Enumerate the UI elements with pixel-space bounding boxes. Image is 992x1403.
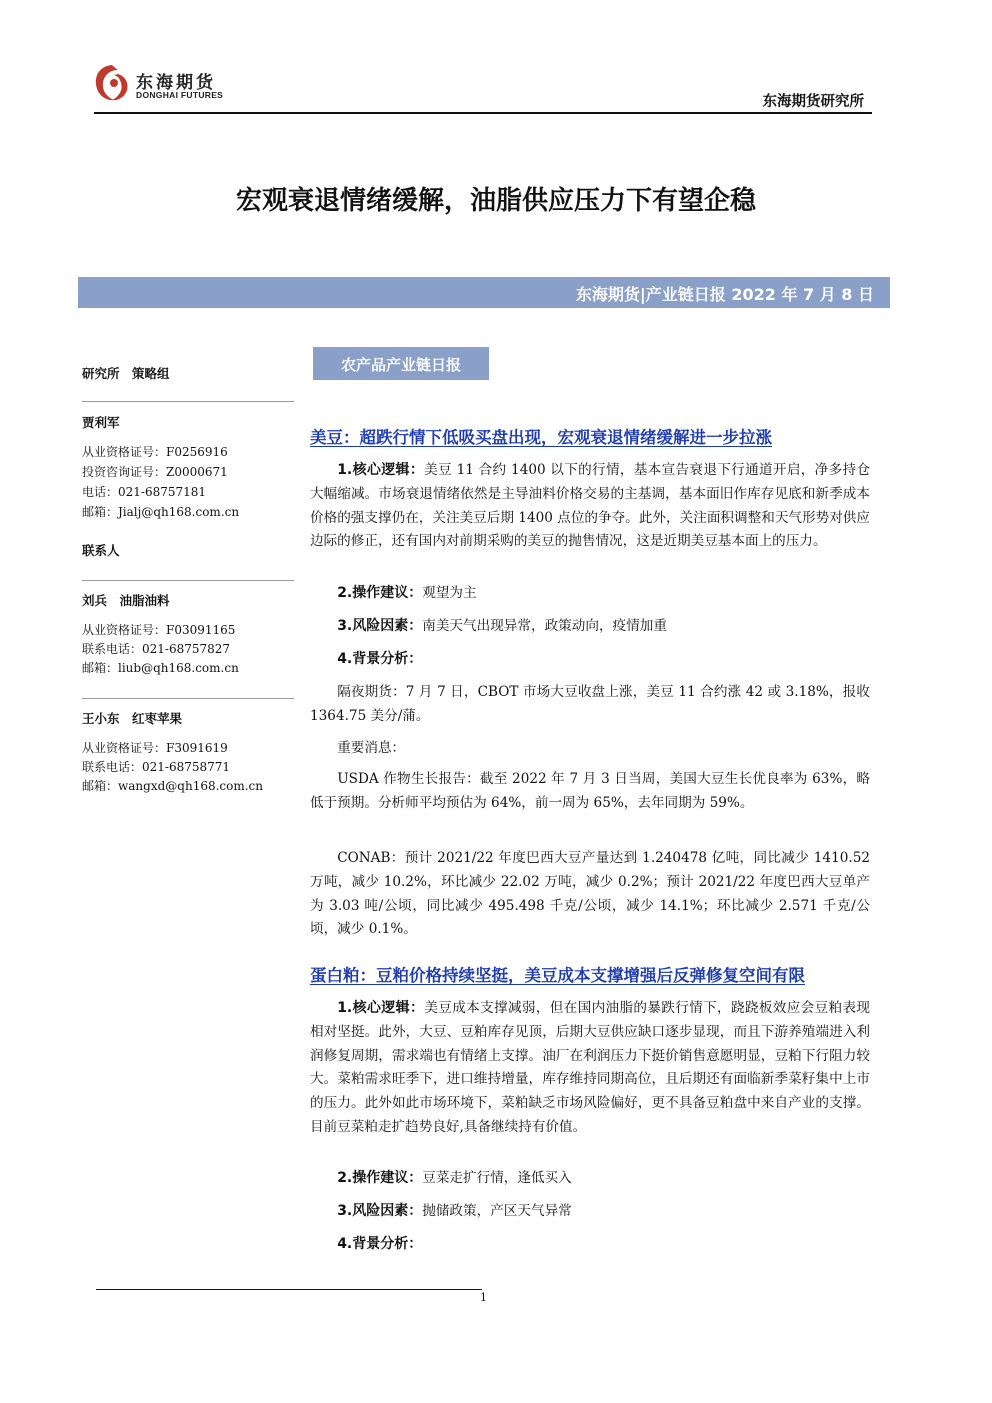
dragon-logo-icon: [92, 62, 132, 104]
report-title: 宏观衰退情绪缓解，油脂供应压力下有望企稳: [235, 186, 756, 216]
meal-advice-label: 2.操作建议：: [337, 1170, 423, 1186]
contact-name: 刘兵 油脂油料: [82, 593, 170, 608]
institute-name: 东海期货研究所: [762, 93, 864, 110]
contacts-label: 联系人: [82, 543, 120, 558]
soy-background: [310, 648, 870, 672]
contact-name: 王小东 红枣苹果: [82, 711, 183, 726]
soy-conab: CONAB：预计 2021/22 年度巴西大豆产量达到 1.240478 亿吨，同比减少 1410.52 万吨，减少 10.2%，环比减少 22.02 万吨，减少 0.2%；预计 2021/22 年度巴西大豆单产为 3.03 吨/公顷，同比减少 495.498 千克/公顷，减少 14.1%；环比减少 2.571 千克/公顷，减少 0.1%。: [310, 850, 870, 938]
page-number: 1: [480, 1291, 487, 1304]
meal-advice: [310, 1167, 870, 1191]
meal-background-label: 4.背景分析：: [337, 1236, 423, 1252]
soy-advice-label: 2.操作建议：: [337, 585, 423, 601]
meal-logic: [310, 997, 870, 1140]
author-phone: 电话：021-68757181: [82, 485, 207, 499]
contact-phone: 联系电话：021-68757827: [82, 642, 231, 656]
sidebar-rule: [82, 698, 294, 699]
contact-cert: 从业资格证号：F03091165: [82, 623, 236, 637]
soy-overnight: 隔夜期货：7 月 7 日，CBOT 市场大豆收盘上涨，美豆 11 合约涨 42 或 3.18%，报收 1364.75 美分/蒲。: [310, 684, 870, 724]
meal-risk: [310, 1200, 870, 1224]
logo-text-en: DONGHAI FUTURES: [136, 90, 224, 100]
section-tag-text: 农产品产业链日报: [340, 356, 461, 374]
meal-risk-label: 3.风险因素：: [337, 1203, 423, 1219]
meal-heading: 蛋白粕：豆粕价格持续坚挺，美豆成本支撑增强后反弹修复空间有限: [310, 966, 805, 985]
soy-logic-label: 1.核心逻辑：: [337, 462, 425, 478]
meal-background: [310, 1233, 870, 1257]
soy-advice-text: 观望为主: [422, 585, 477, 601]
contact-email: 邮箱：wangxd@qh168.com.cn: [82, 779, 264, 793]
contact-cert: 从业资格证号：F3091619: [82, 741, 228, 755]
author-email: 邮箱：Jialj@qh168.com.cn: [82, 505, 240, 519]
contact-phone: 联系电话：021-68758771: [82, 760, 231, 774]
banner-text: 东海期货|产业链日报 2022 年 7 月 8 日: [575, 285, 874, 304]
meal-advice-text: 豆菜走扩行情，逢低买入: [422, 1170, 572, 1186]
header-rule: [94, 112, 872, 114]
footer-rule: [96, 1289, 482, 1290]
soy-risk: [310, 615, 870, 639]
meal-risk-text: 抛储政策，产区天气异常: [422, 1203, 572, 1219]
meal-logic-text: 美豆成本支撑减弱，但在国内油脂的暴跌行情下，跷跷板效应会豆粕表现相对坚挺。此外，大豆、豆粕库存见顶，后期大豆供应缺口逐步显现，而且下游养殖端进入利润修复周期，需求端也有情绪上支撑。油厂在利润压力下挺价销售意愿明显，豆粕下行阻力较大。菜粕需求旺季下，进口维持增量，库存维持同期高位，且后期还有面临新季菜籽集中上市的压力。此外如此市场环境下，菜粕缺乏市场风险偏好，更不具备豆粕盘中来自产业的支撑。目前豆菜粕走扩趋势良好,具备继续持有价值。: [310, 1000, 871, 1135]
soy-news-label: 重要消息：: [337, 740, 406, 756]
contact-email: 邮箱：liub@qh168.com.cn: [82, 661, 239, 675]
author-advisor-cert: 投资咨询证号：Z0000671: [82, 465, 228, 479]
soy-logic: [310, 459, 870, 554]
company-logo: [92, 62, 232, 108]
soy-background-label: 4.背景分析：: [337, 651, 423, 667]
author-cert: 从业资格证号：F0256916: [82, 445, 228, 459]
author-name: 贾利军: [82, 415, 120, 430]
logo-text-cn: 东海期货: [136, 73, 216, 93]
section-tag: [313, 347, 489, 380]
soy-risk-text: 南美天气出现异常，政策动向，疫情加重: [422, 618, 667, 634]
soy-advice: [310, 582, 870, 606]
soy-risk-label: 3.风险因素：: [337, 618, 423, 634]
report-banner: [78, 277, 890, 308]
sidebar-dept: 研究所 策略组: [82, 366, 170, 381]
meal-logic-label: 1.核心逻辑：: [337, 1000, 425, 1016]
sidebar-rule: [82, 401, 294, 402]
sidebar-rule: [82, 580, 294, 581]
soy-usda: USDA 作物生长报告：截至 2022 年 7 月 3 日当周，美国大豆生长优良率为 63%，略低于预期。分析师平均预估为 64%，前一周为 65%，去年同期为 59%。: [310, 771, 870, 811]
soy-heading: 美豆：超跌行情下低吸买盘出现，宏观衰退情绪缓解进一步拉涨: [310, 428, 772, 447]
soy-logic-text: 美豆 11 合约 1400 以下的行情，基本宣告衰退下行通道开启，净多持仓大幅缩减。市场衰退情绪依然是主导油料价格交易的主基调，基本面旧作库存见底和新季成本价格的强支撑仍在，关注美豆后期 1400 点位的争夺。此外，关注面积调整和天气形势对供应边际的修正，还有国内对前期采购的美豆的抛售情况，这是近期美豆基本面上的压力。: [310, 462, 870, 550]
